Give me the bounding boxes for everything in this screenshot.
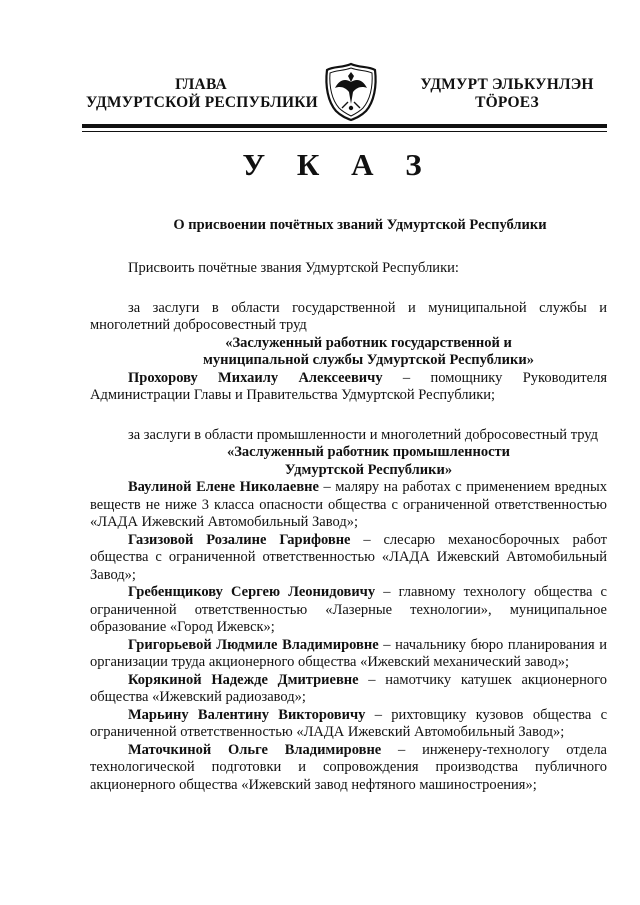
document-body [90, 260, 607, 794]
header-right-line2: ТÖРОЕЗ [475, 94, 539, 111]
awardee-name: Гребенщикову Сергею Леонидовичу [128, 584, 376, 600]
award-title [90, 444, 607, 479]
awardee-name: Газизовой Розалине Гарифовне [128, 531, 351, 548]
awardee-name: Маточкиной Ольге Владимировне [128, 741, 382, 758]
awardee-entry [90, 479, 607, 532]
awardee-description: – инженеру-технологу отдела технологической подготовки и сопровождения производства публичного акционерного общества «Ижевский завод нефтяного машиностроения»; [90, 741, 607, 793]
award-title-line2: Удмуртской Республики» [284, 461, 453, 478]
section-context: за заслуги в области промышленности и многолетний добросовестный труд [128, 426, 598, 443]
section-context: за заслуги в области государственной и муниципальной службы и многолетний добросовестный труд [90, 299, 607, 333]
header-divider-thick [82, 124, 607, 128]
awardee-name: Прохорову Михаилу Алексеевичу [128, 369, 383, 386]
awardee-entry [90, 707, 607, 742]
awardee-description: – начальнику бюро планирования и организации труда акционерного общества «Ижевский механический завод»; [90, 636, 607, 670]
awardee-entry [90, 370, 607, 405]
awardee-name: Марьину Валентину Викторовичу [128, 706, 366, 723]
award-title-line2: муниципальной службы Удмуртской Республики» [203, 352, 534, 368]
awardee-entry [90, 637, 607, 672]
awardee-entry [90, 584, 607, 637]
awardee-description: – помощнику Руководителя Администрации Главы и Правительства Удмуртской Республики; [90, 369, 607, 403]
header-left-line1: ГЛАВА [175, 76, 227, 93]
awardee-description: – главному технологу общества с ограниченной ответственностью «Лазерные технологии», муниципальное образование «Город Ижевск»; [90, 584, 607, 635]
coat-of-arms-icon [322, 62, 380, 122]
header-right-line1: УДМУРТ ЭЛЬКУНЛЭН [420, 76, 594, 93]
awardee-name: Ваулиной Елене Николаевне [128, 479, 319, 495]
header-left [86, 76, 316, 112]
awardee-name: Корякиной Надежде Дмитриевне [128, 671, 359, 688]
intro-paragraph: Присвоить почётные звания Удмуртской Республики: [128, 260, 459, 276]
awardee-entry [90, 532, 607, 585]
awardee-description: – маляру на работах с применением вредных веществ не ниже 3 класса опасности общества с ограниченной ответственностью «ЛАДА Ижевский Автомобильный Завод»; [90, 479, 607, 530]
document-title: У К А З [242, 147, 434, 182]
document-subject: О присвоении почётных званий Удмуртской Республики [173, 217, 547, 233]
header-right [412, 76, 602, 112]
awardee-description: – намотчику катушек акционерного общества «Ижевский радиозавод»; [90, 671, 607, 705]
awardee-entry [90, 672, 607, 707]
header-left-line2: УДМУРТСКОЙ РЕСПУБЛИКИ [86, 94, 318, 111]
award-title-line1: «Заслуженный работник государственной и [225, 334, 512, 351]
award-title-line1: «Заслуженный работник промышленности [226, 444, 511, 460]
awardee-entry [90, 742, 607, 795]
awardee-description: – слесарю механосборочных работ общества с ограниченной ответственностью «ЛАДА Ижевский Автомобильный Завод»; [90, 531, 607, 583]
awardee-name: Григорьевой Людмиле Владимировне [128, 636, 379, 653]
header-divider-thin [82, 131, 607, 132]
awardee-description: – рихтовщику кузовов общества с ограниченной ответственностью «ЛАДА Ижевский Автомобильный Завод»; [90, 706, 607, 740]
award-title [90, 335, 607, 370]
